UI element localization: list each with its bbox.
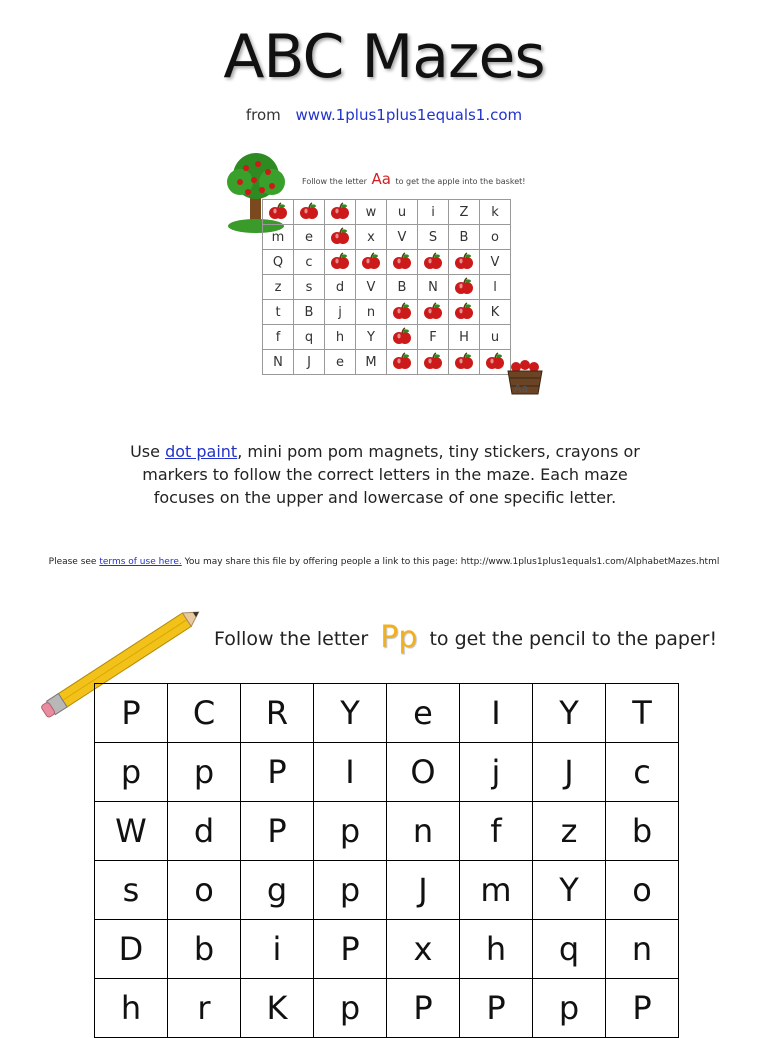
sample-maze-cell: s <box>294 275 325 300</box>
maze-cell[interactable]: n <box>387 802 460 861</box>
terms-line <box>0 557 768 567</box>
maze-cell[interactable]: r <box>168 979 241 1038</box>
maze-cell[interactable]: P <box>95 684 168 743</box>
maze-cell[interactable]: p <box>168 743 241 802</box>
maze-cell[interactable]: P <box>241 802 314 861</box>
maze-cell[interactable]: b <box>606 802 679 861</box>
maze-cell[interactable]: P <box>606 979 679 1038</box>
apple-icon <box>294 200 325 225</box>
maze-cell[interactable]: C <box>168 684 241 743</box>
description-text-end: , mini pom pom magnets, tiny stickers, crayons or markers to follow the correct letters in the maze. Each maze focuses on the upper and lowercase of one specific letter. <box>142 442 640 507</box>
sample-maze-cell: J <box>294 350 325 375</box>
sample-maze-cell: V <box>356 275 387 300</box>
page-title: ABC Mazes <box>223 22 545 92</box>
maze-cell[interactable]: p <box>314 979 387 1038</box>
maze-row <box>95 979 679 1038</box>
sample-maze-cell: o <box>480 225 511 250</box>
maze-row <box>95 861 679 920</box>
maze-cell[interactable]: q <box>533 920 606 979</box>
maze-cell[interactable]: b <box>168 920 241 979</box>
description-text-start: Use <box>130 442 166 461</box>
instruction-text-end: to get the pencil to the paper! <box>429 628 718 650</box>
sample-maze-cell: n <box>356 300 387 325</box>
sample-maze-row <box>263 225 511 250</box>
sample-maze-cell: V <box>387 225 418 250</box>
maze-cell[interactable]: i <box>241 920 314 979</box>
apple-icon <box>325 225 356 250</box>
sample-maze-cell: t <box>263 300 294 325</box>
sample-maze-cell: q <box>294 325 325 350</box>
sample-maze-cell: h <box>325 325 356 350</box>
maze-cell[interactable]: j <box>460 743 533 802</box>
maze-cell[interactable]: c <box>606 743 679 802</box>
maze-cell[interactable]: z <box>533 802 606 861</box>
maze-cell[interactable]: Y <box>533 684 606 743</box>
maze-cell[interactable]: W <box>95 802 168 861</box>
letter-maze-grid <box>94 683 679 1038</box>
apple-icon <box>325 200 356 225</box>
maze-cell[interactable]: o <box>606 861 679 920</box>
sample-maze <box>222 150 552 400</box>
maze-cell[interactable]: Y <box>533 861 606 920</box>
instruction-letter: Pp <box>380 620 418 655</box>
apple-icon <box>356 250 387 275</box>
sample-maze-cell: i <box>418 200 449 225</box>
instruction-text-start: Follow the letter <box>214 628 369 650</box>
maze-row <box>95 802 679 861</box>
apple-icon <box>449 250 480 275</box>
sample-maze-row <box>263 300 511 325</box>
apple-icon <box>387 350 418 375</box>
maze-cell[interactable]: J <box>387 861 460 920</box>
sample-maze-cell: Q <box>263 250 294 275</box>
maze-cell[interactable]: d <box>168 802 241 861</box>
sample-maze-cell: Y <box>356 325 387 350</box>
sample-maze-cell: S <box>418 225 449 250</box>
maze-cell[interactable]: D <box>95 920 168 979</box>
sample-maze-cell: c <box>294 250 325 275</box>
maze-row <box>95 684 679 743</box>
apple-icon <box>449 275 480 300</box>
basket-label: Aa <box>514 382 529 395</box>
sample-maze-cell: H <box>449 325 480 350</box>
sample-maze-cell: V <box>480 250 511 275</box>
sample-maze-cell: M <box>356 350 387 375</box>
maze-cell[interactable]: p <box>314 802 387 861</box>
sample-maze-cell: l <box>480 275 511 300</box>
sample-maze-cell: f <box>263 325 294 350</box>
maze-cell[interactable]: n <box>606 920 679 979</box>
maze-cell[interactable]: I <box>460 684 533 743</box>
from-label: from <box>245 106 281 124</box>
sample-caption-before: Follow the letter <box>302 177 367 186</box>
maze-cell[interactable]: f <box>460 802 533 861</box>
maze-row <box>95 743 679 802</box>
maze-cell[interactable]: I <box>314 743 387 802</box>
sample-caption-letter: Aa <box>371 170 391 188</box>
sample-maze-row <box>263 250 511 275</box>
sample-maze-cell: B <box>449 225 480 250</box>
maze-cell[interactable]: p <box>314 861 387 920</box>
sample-maze-cell: e <box>325 350 356 375</box>
apple-icon <box>449 300 480 325</box>
sample-caption <box>302 170 525 188</box>
sample-maze-cell: N <box>418 275 449 300</box>
maze-cell[interactable]: p <box>533 979 606 1038</box>
maze-instruction <box>214 620 717 655</box>
maze-cell[interactable]: e <box>387 684 460 743</box>
site-link[interactable]: www.1plus1plus1equals1.com <box>295 106 523 124</box>
maze-cell[interactable]: x <box>387 920 460 979</box>
maze-cell[interactable]: P <box>387 979 460 1038</box>
description <box>130 440 640 509</box>
sample-maze-cell: u <box>387 200 418 225</box>
sample-maze-cell: j <box>325 300 356 325</box>
apple-icon <box>263 200 294 225</box>
from-line <box>0 106 768 124</box>
maze-cell[interactable]: K <box>241 979 314 1038</box>
maze-cell[interactable]: P <box>241 743 314 802</box>
maze-cell[interactable]: P <box>314 920 387 979</box>
sample-maze-cell: d <box>325 275 356 300</box>
maze-cell[interactable]: Y <box>314 684 387 743</box>
apple-icon <box>387 250 418 275</box>
maze-cell[interactable]: s <box>95 861 168 920</box>
apple-icon <box>449 350 480 375</box>
maze-cell[interactable]: T <box>606 684 679 743</box>
apple-icon <box>387 300 418 325</box>
sample-maze-row <box>263 325 511 350</box>
maze-cell[interactable]: P <box>460 979 533 1038</box>
sample-maze-cell: B <box>387 275 418 300</box>
sample-maze-row <box>263 200 511 225</box>
maze-row <box>95 920 679 979</box>
apple-icon <box>418 250 449 275</box>
apple-icon <box>418 300 449 325</box>
sample-maze-grid <box>262 199 511 375</box>
maze-cell[interactable]: R <box>241 684 314 743</box>
dot-paint-link[interactable]: dot paint <box>165 442 238 461</box>
terms-of-use-link[interactable]: terms of use here. <box>99 557 182 567</box>
terms-text-start: Please see <box>48 557 100 567</box>
apple-icon <box>387 325 418 350</box>
sample-caption-after: to get the apple into the basket! <box>395 177 526 186</box>
maze-cell[interactable]: m <box>460 861 533 920</box>
sample-maze-cell: k <box>480 200 511 225</box>
sample-maze-cell: w <box>356 200 387 225</box>
maze-cell[interactable]: O <box>387 743 460 802</box>
sample-maze-cell: z <box>263 275 294 300</box>
sample-maze-row <box>263 350 511 375</box>
sample-maze-cell: F <box>418 325 449 350</box>
maze-cell[interactable]: g <box>241 861 314 920</box>
maze-cell[interactable]: J <box>533 743 606 802</box>
maze-cell[interactable]: h <box>460 920 533 979</box>
apple-icon <box>325 250 356 275</box>
sample-maze-cell: Z <box>449 200 480 225</box>
terms-text-end: You may share this file by offering people a link to this page: http://www.1plus1plus1equals1.com/AlphabetMazes.html <box>181 557 720 567</box>
sample-maze-cell: e <box>294 225 325 250</box>
sample-maze-cell: N <box>263 350 294 375</box>
sample-maze-cell: K <box>480 300 511 325</box>
maze-cell[interactable]: o <box>168 861 241 920</box>
sample-maze-cell: x <box>356 225 387 250</box>
sample-maze-cell: B <box>294 300 325 325</box>
maze-cell[interactable]: p <box>95 743 168 802</box>
sample-maze-cell: m <box>263 225 294 250</box>
maze-cell[interactable]: h <box>95 979 168 1038</box>
sample-maze-row <box>263 275 511 300</box>
sample-maze-cell: u <box>480 325 511 350</box>
apple-icon <box>418 350 449 375</box>
